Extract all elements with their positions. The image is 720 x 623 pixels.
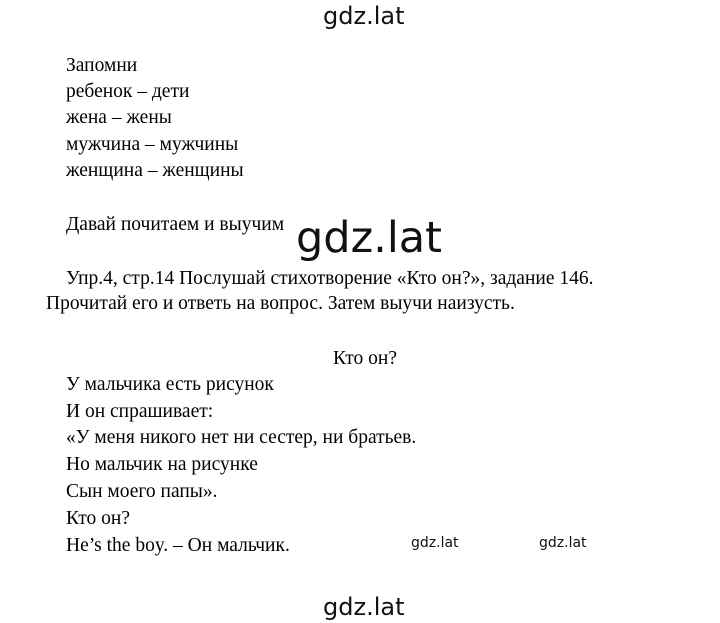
poem-answer: He’s the boy. – Он мальчик. bbox=[66, 535, 290, 556]
remember-heading: Запомни bbox=[66, 55, 138, 76]
word-pair: женщина – женщины bbox=[66, 160, 244, 181]
exercise-line-2: Прочитай его и ответь на вопрос. Затем выучи наизусть. bbox=[46, 293, 515, 314]
word-pair: мужчина – мужчины bbox=[66, 134, 239, 155]
poem-line: Сын моего папы». bbox=[66, 481, 218, 502]
word-pair: ребенок – дети bbox=[66, 81, 190, 102]
word-pair: жена – жены bbox=[66, 107, 172, 128]
watermark-bottom: gdz.lat bbox=[323, 593, 405, 621]
poem-line: «У меня никого нет ни сестер, ни братьев. bbox=[66, 427, 417, 448]
watermark-middle: gdz.lat bbox=[296, 213, 442, 263]
exercise-line-1: Упр.4, стр.14 Послушай стихотворение «Кто он?», задание 146. bbox=[66, 268, 594, 289]
watermark-small: gdz.lat bbox=[539, 535, 587, 551]
watermark-small: gdz.lat bbox=[411, 535, 459, 551]
poem-line: Но мальчик на рисунке bbox=[66, 454, 258, 475]
section-heading: Давай почитаем и выучим bbox=[66, 214, 285, 235]
poem-line: У мальчика есть рисунок bbox=[66, 374, 274, 395]
poem-line: Кто он? bbox=[66, 508, 130, 529]
poem-line: И он спрашивает: bbox=[66, 401, 214, 422]
poem-title: Кто он? bbox=[333, 348, 397, 369]
watermark-top: gdz.lat bbox=[323, 2, 405, 30]
